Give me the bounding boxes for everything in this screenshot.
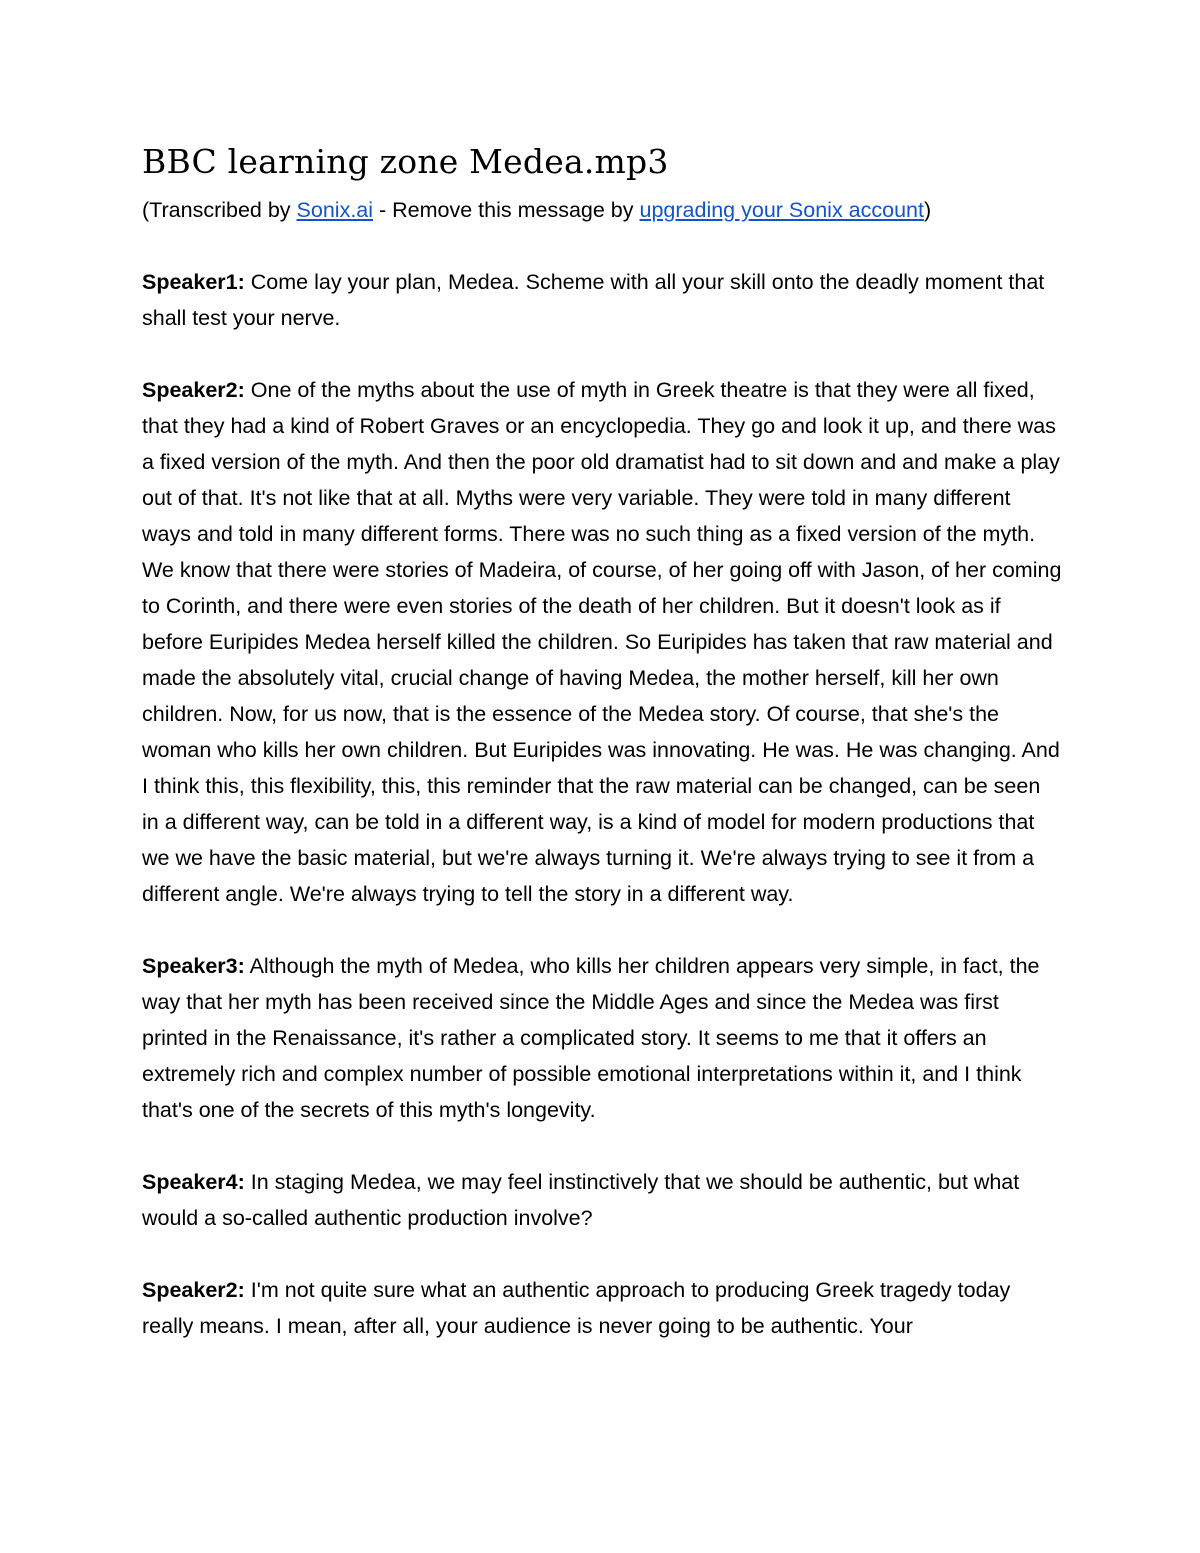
paragraph-text: One of the myths about the use of myth in Greek theatre is that they were all fixed, that they had a kind of Robert Graves or an encyclopedia. They go and look it up, and there was a fixed version of the myth. And then the poor old dramatist had to sit down and and make a play out of that. It's not like that at all. Myths were very variable. They were told in many different ways and told in many different forms. There was no such thing as a fixed version of the myth. We know that there were stories of Madeira, of course, of her going off with Jason, of her coming to Corinth, and there were even stories of the death of her children. But it doesn't look as if before Euripides Medea herself killed the children. So Euripides has taken that raw material and made the absolutely vital, crucial change of having Medea, the mother herself, kill her own children. Now, for us now, that is the essence of the Medea story. Of course, that she's the woman who kills her own children. But Euripides was innovating. He was. He was changing. And I think this, this flexibility, this, this reminder that the raw material can be changed, can be seen in a different way, can be told in a different way, is a kind of model for modern productions that we we have the basic material, but we're always turning it. We're always trying to see it from a different angle. We're always trying to tell the story in a different way. — [142, 378, 1062, 906]
sonix-link[interactable]: Sonix.ai — [296, 198, 374, 222]
credit-middle: - Remove this message by — [373, 198, 640, 222]
paragraph-text: I'm not quite sure what an authentic approach to producing Greek tragedy today really means. I mean, after all, your audience is never going to be authentic. Your — [142, 1278, 1011, 1338]
upgrade-account-link[interactable]: upgrading your Sonix account — [639, 198, 924, 222]
speaker-label: Speaker3: — [142, 954, 245, 978]
paragraph-text: Although the myth of Medea, who kills her children appears very simple, in fact, the way that her myth has been received since the Middle Ages and since the Medea was first printed in the Renaissance, it's rather a complicated story. It seems to me that it offers an extremely rich and complex number of possible emotional interpretations within it, and I think that's one of the secrets of this myth's longevity. — [142, 954, 1040, 1122]
speaker-label: Speaker2: — [142, 1278, 245, 1302]
speaker-label: Speaker2: — [142, 378, 245, 402]
transcript-paragraph — [142, 264, 1062, 336]
paragraph-text: In staging Medea, we may feel instinctively that we should be authentic, but what would a so-called authentic production involve? — [142, 1170, 1020, 1230]
transcript-paragraph — [142, 948, 1062, 1128]
transcript-paragraph — [142, 1164, 1062, 1236]
credit-close: ) — [923, 198, 932, 222]
transcript-paragraph — [142, 372, 1062, 912]
credit-open: (Transcribed by — [142, 198, 297, 222]
speaker-label: Speaker1: — [142, 270, 245, 294]
paragraph-text: Come lay your plan, Medea. Scheme with all your skill onto the deadly moment that shall test your nerve. — [142, 270, 1045, 330]
speaker-label: Speaker4: — [142, 1170, 245, 1194]
transcript-paragraph — [142, 1272, 1062, 1344]
document-title: BBC learning zone Medea.mp3 — [142, 142, 669, 181]
transcription-credit — [142, 192, 1062, 228]
document-page — [142, 140, 1062, 1380]
